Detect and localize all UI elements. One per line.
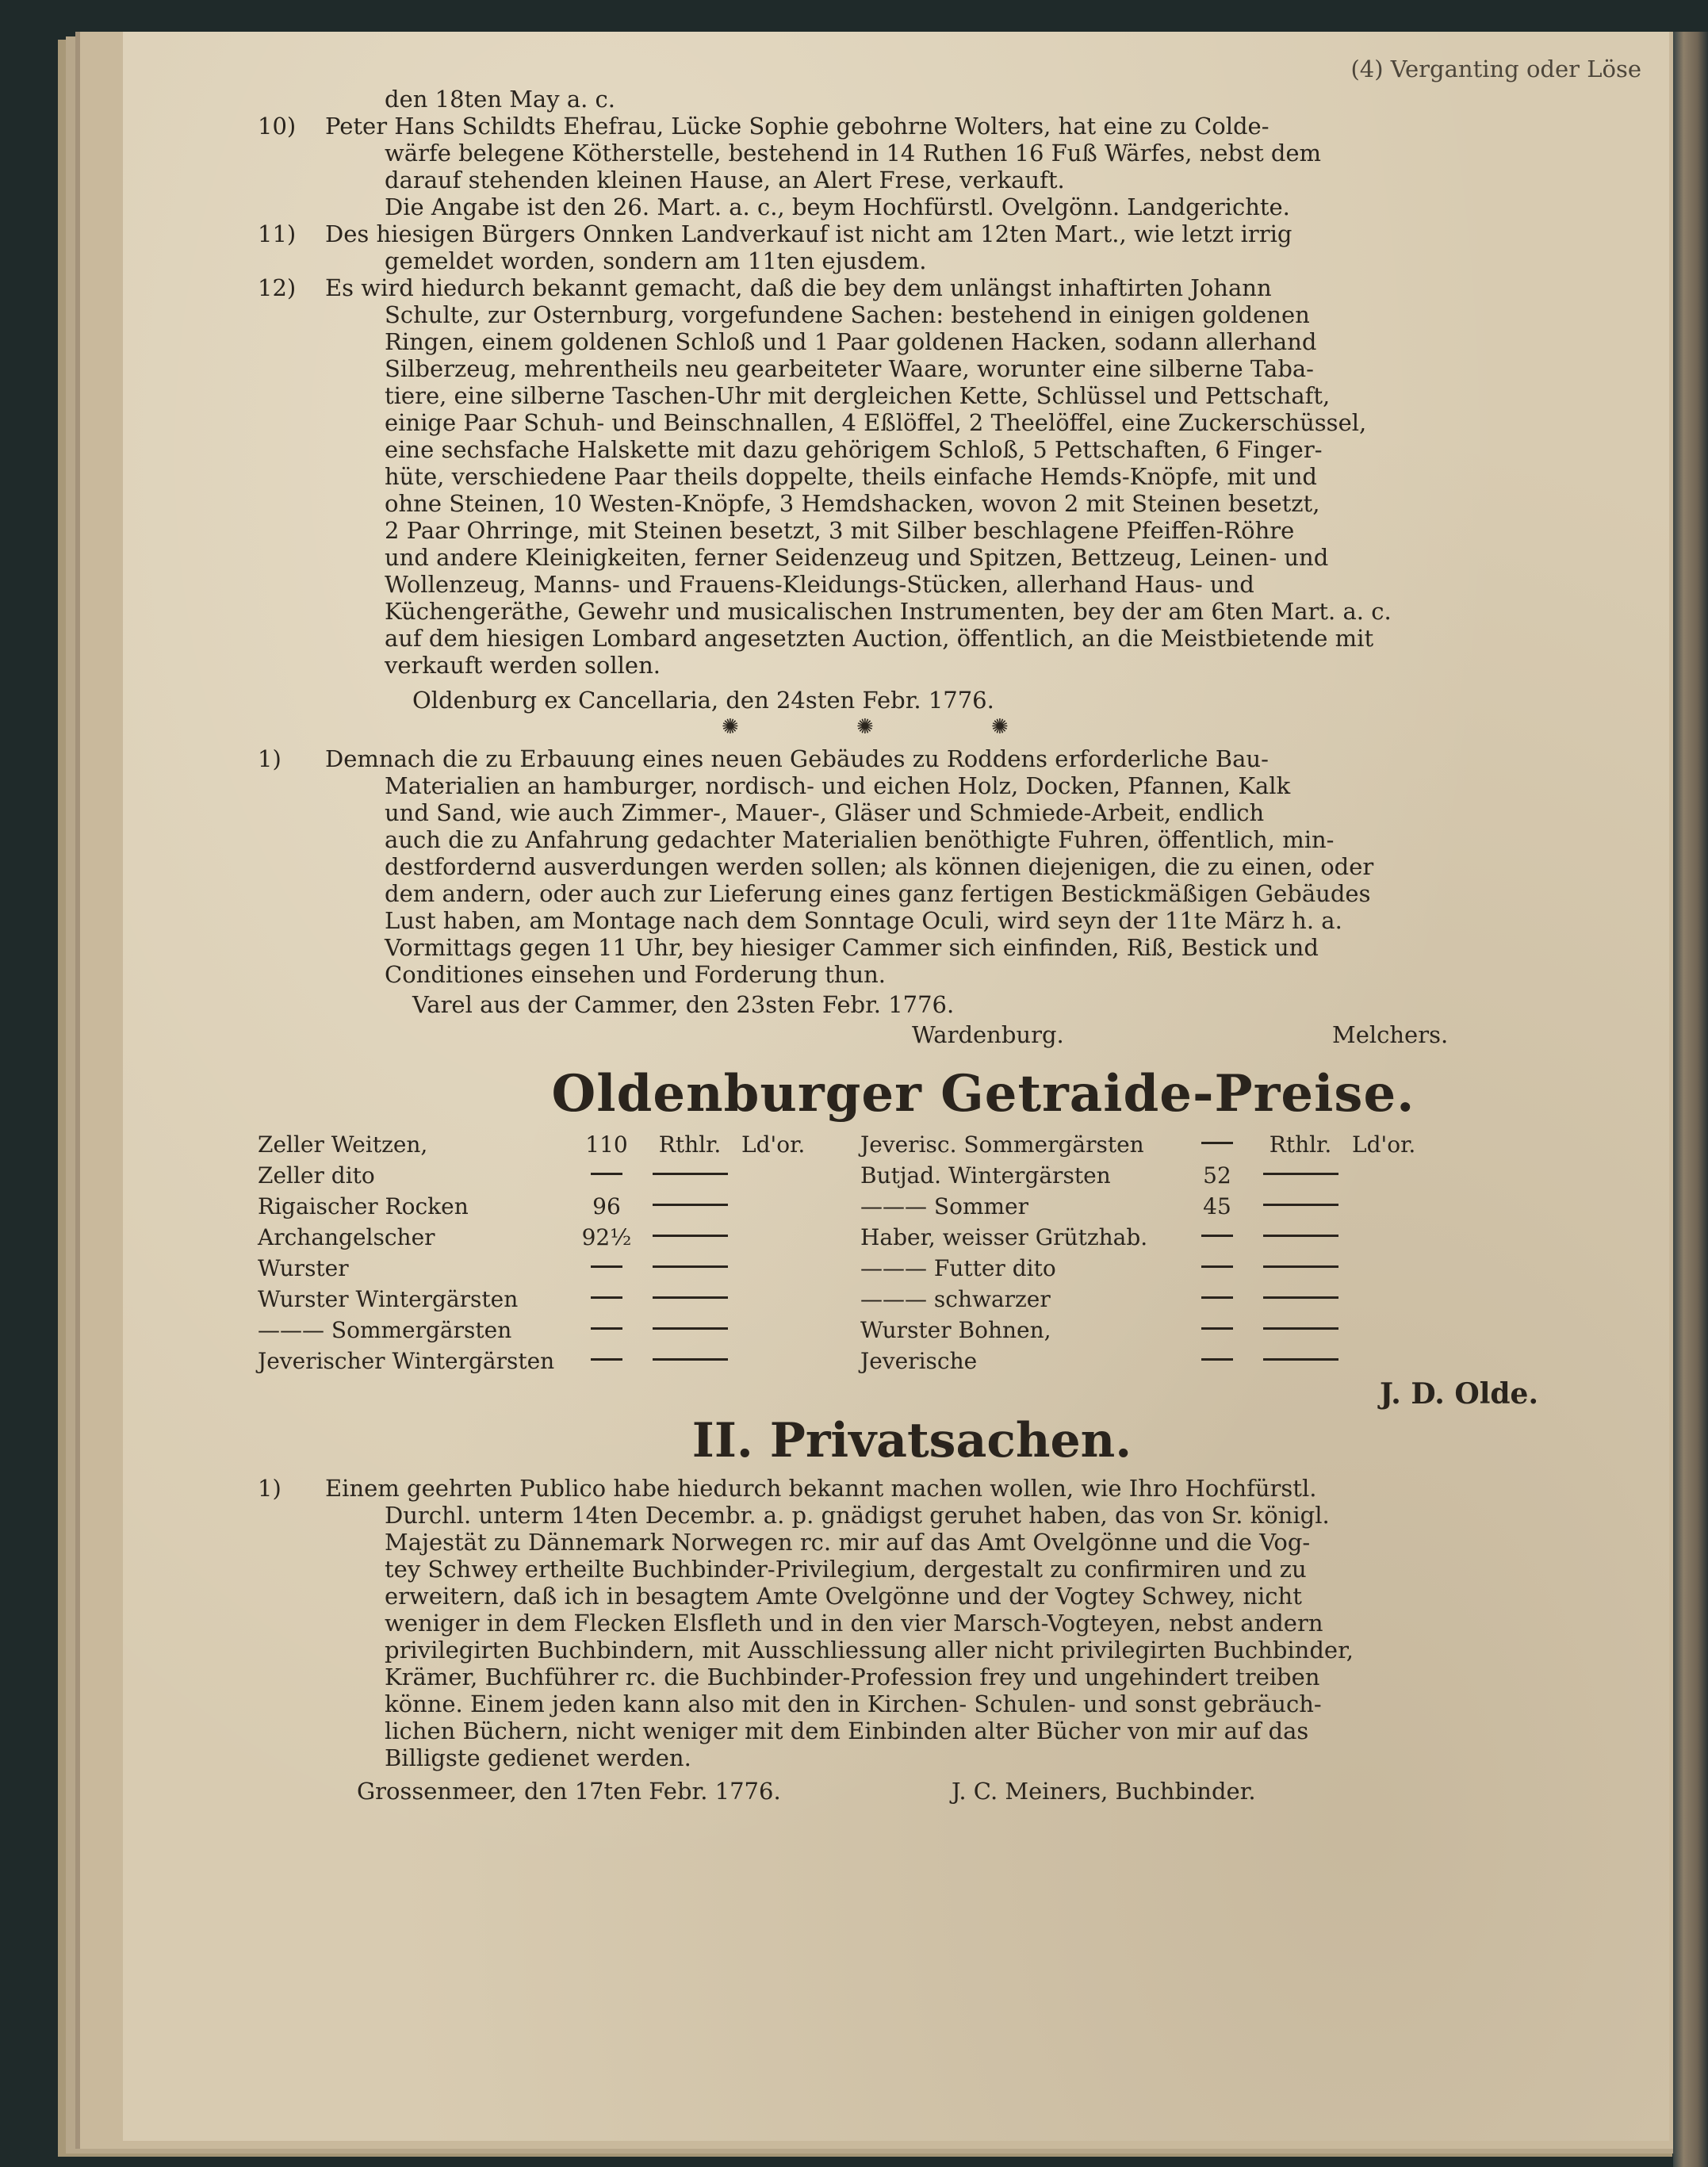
entry-line: dem andern, oder auch zur Lieferung eines ganz fertigen Bestickmäßigen Gebäudes — [385, 880, 1371, 907]
unit-ldor — [1352, 1222, 1423, 1253]
price-row — [258, 1160, 813, 1191]
empty-value-dash — [1263, 1235, 1338, 1237]
empty-value-dash — [653, 1358, 728, 1361]
empty-value-dash — [1263, 1358, 1338, 1361]
entry-line: Krämer, Buchführer rc. die Buchbinder-Profession frey und ungehindert treiben — [385, 1664, 1320, 1690]
rthlr-value — [575, 1284, 638, 1315]
grain-name: Wurster Wintergärsten — [258, 1286, 519, 1312]
entry-line: einige Paar Schuh- und Beinschnallen, 4 Eßlöffel, 2 Theelöffel, eine Zuckerschüssel, — [385, 409, 1367, 436]
grain-name: Archangelscher — [258, 1224, 435, 1250]
ornament-row — [325, 714, 1641, 745]
entry-line: Ringen, einem goldenen Schloß und 1 Paar goldenen Hacken, sodann allerhand — [385, 328, 1317, 355]
unit-rthlr — [1249, 1191, 1352, 1222]
unit-ldor — [1352, 1253, 1423, 1284]
notice-entry-12 — [258, 274, 1641, 679]
private-section-title: II. Privatsachen. — [691, 1413, 1132, 1468]
entry-line: auf dem hiesigen Lombard angesetzten Auction, öffentlich, an die Meistbietende mit — [385, 625, 1374, 652]
entry-number: 1) — [258, 745, 281, 772]
grain-name: ——— Futter dito — [860, 1255, 1056, 1281]
grain-name: ——— Sommergärsten — [258, 1317, 512, 1343]
book-spine-edge — [1673, 32, 1708, 2167]
unit-rthlr — [638, 1253, 741, 1284]
entry-line: Majestät zu Dännemark Norwegen rc. mir auf das Amt Ovelgönne und die Vog- — [385, 1529, 1311, 1556]
price-row — [860, 1222, 1423, 1253]
ornament-icon: ✺ — [722, 715, 739, 739]
entry-line: Küchengeräthe, Gewehr und musicalischen Instrumenten, bey der am 6ten Mart. a. c. — [385, 598, 1392, 625]
empty-value-dash — [1263, 1204, 1338, 1206]
rthlr-value — [1185, 1284, 1249, 1315]
signature-meiners: J. C. Meiners, Buchbinder. — [952, 1778, 1256, 1805]
entry-line: Lust haben, am Montage nach dem Sonntage Oculi, wird seyn der 11te März h. a. — [385, 907, 1342, 934]
ornament-icon: ✺ — [856, 715, 874, 739]
empty-value-dash — [1263, 1173, 1338, 1175]
price-table-right — [860, 1129, 1423, 1376]
unit-rthlr — [638, 1160, 741, 1191]
rthlr-value: 96 — [592, 1193, 621, 1219]
empty-value-dash — [1201, 1327, 1233, 1330]
unit-ldor — [1352, 1191, 1423, 1222]
unit-rthlr — [638, 1315, 741, 1346]
entry-line: Billigste gedienet werden. — [385, 1744, 691, 1771]
unit-rthlr — [638, 1284, 741, 1315]
price-row — [860, 1253, 1423, 1284]
rthlr-value: 45 — [1203, 1193, 1231, 1219]
empty-value-dash — [1263, 1327, 1338, 1330]
rthlr-value — [1185, 1346, 1249, 1376]
entry-line: darauf stehenden kleinen Hause, an Alert Frese, verkauft. — [385, 167, 1065, 193]
empty-value-dash — [591, 1265, 622, 1268]
unit-rthlr — [1249, 1160, 1352, 1191]
entry-line: Die Angabe ist den 26. Mart. a. c., beym Hochfürstl. Ovelgönn. Landgerichte. — [385, 193, 1290, 220]
unit-rthlr — [638, 1346, 741, 1376]
grain-name: ——— schwarzer — [860, 1286, 1051, 1312]
rthlr-value: 110 — [585, 1131, 628, 1158]
grain-name: Wurster — [258, 1255, 349, 1281]
unit-rthlr — [1249, 1222, 1352, 1253]
signature-olde: J. D. Olde. — [1380, 1377, 1538, 1411]
notice-entry-10 — [258, 113, 1641, 220]
ornament-icon: ✺ — [991, 715, 1009, 739]
notice-private-1 — [258, 1475, 1641, 1771]
entry-line: tey Schwey ertheilte Buchbinder-Privilegium, dergestalt zu confirmiren und zu — [385, 1556, 1307, 1583]
entry-line: Vormittags gegen 11 Uhr, bey hiesiger Cammer sich einfinden, Riß, Bestick und — [385, 934, 1319, 961]
entry-line: erweitern, daß ich in besagtem Amte Ovelgönne und der Vogtey Schwey, nicht — [385, 1583, 1302, 1610]
rthlr-value: 52 — [1203, 1162, 1231, 1189]
entry-line: und Sand, wie auch Zimmer-, Mauer-, Gläser und Schmiede-Arbeit, endlich — [385, 799, 1265, 826]
empty-value-dash — [653, 1235, 728, 1237]
unit-ldor — [741, 1346, 813, 1376]
private-footer — [325, 1778, 1641, 1809]
rthlr-value — [1185, 1129, 1249, 1160]
rthlr-value — [575, 1346, 638, 1376]
top-cut-fragment: (4) Verganting oder Löse — [1350, 56, 1641, 82]
unit-ldor: Ld'or. — [741, 1131, 806, 1158]
grain-name: Wurster Bohnen, — [860, 1317, 1051, 1343]
empty-value-dash — [1201, 1296, 1233, 1299]
unit-ldor — [1352, 1284, 1423, 1315]
unit-rthlr — [638, 1191, 741, 1222]
page-content — [258, 56, 1641, 2125]
unit-rthlr: Rthlr. — [658, 1131, 722, 1158]
unit-ldor — [1352, 1160, 1423, 1191]
unit-ldor — [741, 1222, 813, 1253]
entry-line: ohne Steinen, 10 Westen-Knöpfe, 3 Hemdshacken, wovon 2 mit Steinen besetzt, — [385, 490, 1320, 517]
entry9-tail: den 18ten May a. c. — [385, 86, 616, 113]
entry-line: Silberzeug, mehrentheils neu gearbeiteter Waare, worunter eine silberne Taba- — [385, 355, 1314, 382]
price-row — [860, 1129, 1423, 1160]
price-row — [860, 1160, 1423, 1191]
price-row — [860, 1315, 1423, 1346]
empty-value-dash — [591, 1327, 622, 1330]
entry-line: tiere, eine silberne Taschen-Uhr mit dergleichen Kette, Schlüssel und Pettschaft, — [385, 382, 1331, 409]
unit-ldor — [741, 1191, 813, 1222]
empty-value-dash — [591, 1296, 622, 1299]
entry-line: und andere Kleinigkeiten, ferner Seidenzeug und Spitzen, Bettzeug, Leinen- und — [385, 544, 1329, 571]
unit-ldor — [741, 1160, 813, 1191]
entry-line: destfordernd ausverdungen werden sollen; als können diejenigen, die zu einen, oder — [385, 853, 1374, 880]
entry-line: Des hiesigen Bürgers Onnken Landverkauf ist nicht am 12ten Mart., wie letzt irrig — [325, 220, 1292, 247]
grain-name: Zeller dito — [258, 1162, 375, 1189]
entry-line: Materialien an hamburger, nordisch- und eichen Holz, Docken, Pfannen, Kalk — [385, 772, 1291, 799]
entry-line: eine sechsfache Halskette mit dazu gehörigem Schloß, 5 Pettschaften, 6 Finger- — [385, 436, 1323, 463]
empty-value-dash — [653, 1296, 728, 1299]
rthlr-value: 92½ — [581, 1224, 632, 1250]
empty-value-dash — [1263, 1265, 1338, 1268]
notice-entry-11 — [258, 220, 1641, 274]
entry-line: könne. Einem jeden kann also mit den in Kirchen- Schulen- und sonst gebräuch- — [385, 1690, 1322, 1717]
unit-ldor: Ld'or. — [1352, 1131, 1416, 1158]
empty-value-dash — [653, 1327, 728, 1330]
grain-name: Haber, weisser Grützhab. — [860, 1224, 1148, 1250]
entry-line: wärfe belegene Kötherstelle, bestehend in 14 Ruthen 16 Fuß Wärfes, nebst dem — [385, 140, 1322, 167]
entry-number: 1) — [258, 1475, 281, 1502]
rthlr-value — [1185, 1222, 1249, 1253]
empty-value-dash — [653, 1204, 728, 1206]
grain-name: Zeller Weitzen, — [258, 1131, 428, 1158]
unit-rthlr — [1249, 1253, 1352, 1284]
rthlr-value — [575, 1160, 638, 1191]
unit-ldor — [1352, 1315, 1423, 1346]
notice-varel — [258, 745, 1641, 988]
unit-ldor — [1352, 1346, 1423, 1376]
dateline-varel: Varel aus der Cammer, den 23sten Febr. 1776. — [412, 991, 955, 1018]
unit-ldor — [741, 1253, 813, 1284]
empty-value-dash — [653, 1265, 728, 1268]
entry-line: Wollenzeug, Manns- und Frauens-Kleidungs-Stücken, allerhand Haus- und — [385, 571, 1254, 598]
rthlr-value — [575, 1315, 638, 1346]
signature-melchers: Melchers. — [1332, 1021, 1449, 1048]
unit-ldor — [741, 1284, 813, 1315]
price-row — [258, 1315, 813, 1346]
empty-value-dash — [1201, 1265, 1233, 1268]
unit-rthlr — [638, 1222, 741, 1253]
entry-line: weniger in dem Flecken Elsfleth und in den vier Marsch-Vogteyen, nebst andern — [385, 1610, 1323, 1637]
dateline-grossenmeer: Grossenmeer, den 17ten Febr. 1776. — [357, 1778, 781, 1805]
empty-value-dash — [1201, 1358, 1233, 1361]
entry-line: Einem geehrten Publico habe hiedurch bekannt machen wollen, wie Ihro Hochfürstl. — [325, 1475, 1317, 1502]
price-row — [258, 1346, 813, 1376]
entry-line: privilegirten Buchbindern, mit Ausschliessung aller nicht privilegirten Buchbinder, — [385, 1637, 1354, 1664]
rthlr-value — [1185, 1315, 1249, 1346]
entry-line: Demnach die zu Erbauung eines neuen Gebäudes zu Roddens erforderliche Bau- — [325, 745, 1269, 772]
entry-number: 12) — [258, 274, 297, 301]
rthlr-value — [1185, 1253, 1249, 1284]
grain-name: Jeverisc. Sommergärsten — [860, 1131, 1144, 1158]
entry-line: lichen Büchern, nicht weniger mit dem Einbinden alter Bücher von mir auf das — [385, 1717, 1309, 1744]
entry-number: 10) — [258, 113, 297, 140]
entry-line: verkauft werden sollen. — [385, 652, 661, 679]
unit-ldor — [741, 1315, 813, 1346]
entry-line: Es wird hiedurch bekannt gemacht, daß die bey dem unlängst inhaftirten Johann — [325, 274, 1272, 301]
entry-line: auch die zu Anfahrung gedachter Materialien benöthigte Fuhren, öffentlich, min- — [385, 826, 1335, 853]
empty-value-dash — [1263, 1296, 1338, 1299]
price-row — [860, 1284, 1423, 1315]
grain-name: Jeverische — [860, 1348, 978, 1374]
empty-value-dash — [1201, 1235, 1233, 1237]
entry-line: Durchl. unterm 14ten Decembr. a. p. gnädigst geruhet haben, das von Sr. königl. — [385, 1502, 1330, 1529]
entry-line: 2 Paar Ohrringe, mit Steinen besetzt, 3 mit Silber beschlagene Pfeiffen-Röhre — [385, 517, 1295, 544]
signature-wardenburg: Wardenburg. — [912, 1021, 1064, 1048]
unit-rthlr: Rthlr. — [1269, 1131, 1332, 1158]
price-table-left — [258, 1129, 813, 1376]
unit-rthlr — [1249, 1346, 1352, 1376]
empty-value-dash — [591, 1358, 622, 1361]
empty-value-dash — [591, 1173, 622, 1175]
price-row — [258, 1253, 813, 1284]
unit-rthlr — [1249, 1315, 1352, 1346]
grain-prices-title: Oldenburger Getraide-Preise. — [551, 1064, 1415, 1124]
price-row — [860, 1191, 1423, 1222]
entry-line: Conditiones einsehen und Forderung thun. — [385, 961, 887, 988]
unit-rthlr — [1249, 1284, 1352, 1315]
empty-value-dash — [1201, 1142, 1233, 1144]
dateline-oldenburg: Oldenburg ex Cancellaria, den 24sten Febr. 1776. — [412, 687, 994, 714]
entry-line: Schulte, zur Osternburg, vorgefundene Sachen: bestehend in einigen goldenen — [385, 301, 1310, 328]
price-row — [258, 1191, 813, 1222]
entry-line: Peter Hans Schildts Ehefrau, Lücke Sophie gebohrne Wolters, hat eine zu Colde- — [325, 113, 1270, 140]
rthlr-value — [575, 1253, 638, 1284]
grain-name: Jeverischer Wintergärsten — [258, 1348, 555, 1374]
price-row — [258, 1284, 813, 1315]
entry-line: hüte, verschiedene Paar theils doppelte, theils einfache Hemds-Knöpfe, mit und — [385, 463, 1317, 490]
entry-line: gemeldet worden, sondern am 11ten ejusdem. — [385, 247, 927, 274]
grain-name: Rigaischer Rocken — [258, 1193, 469, 1219]
price-row — [258, 1129, 813, 1160]
entry-number: 11) — [258, 220, 297, 247]
document-page — [123, 32, 1669, 2141]
grain-name: ——— Sommer — [860, 1193, 1028, 1219]
price-row — [860, 1346, 1423, 1376]
varel-signatures — [325, 1021, 1641, 1053]
grain-name: Butjad. Wintergärsten — [860, 1162, 1111, 1189]
empty-value-dash — [653, 1173, 728, 1175]
price-row — [258, 1222, 813, 1253]
grain-price-lists — [258, 1129, 1641, 1376]
